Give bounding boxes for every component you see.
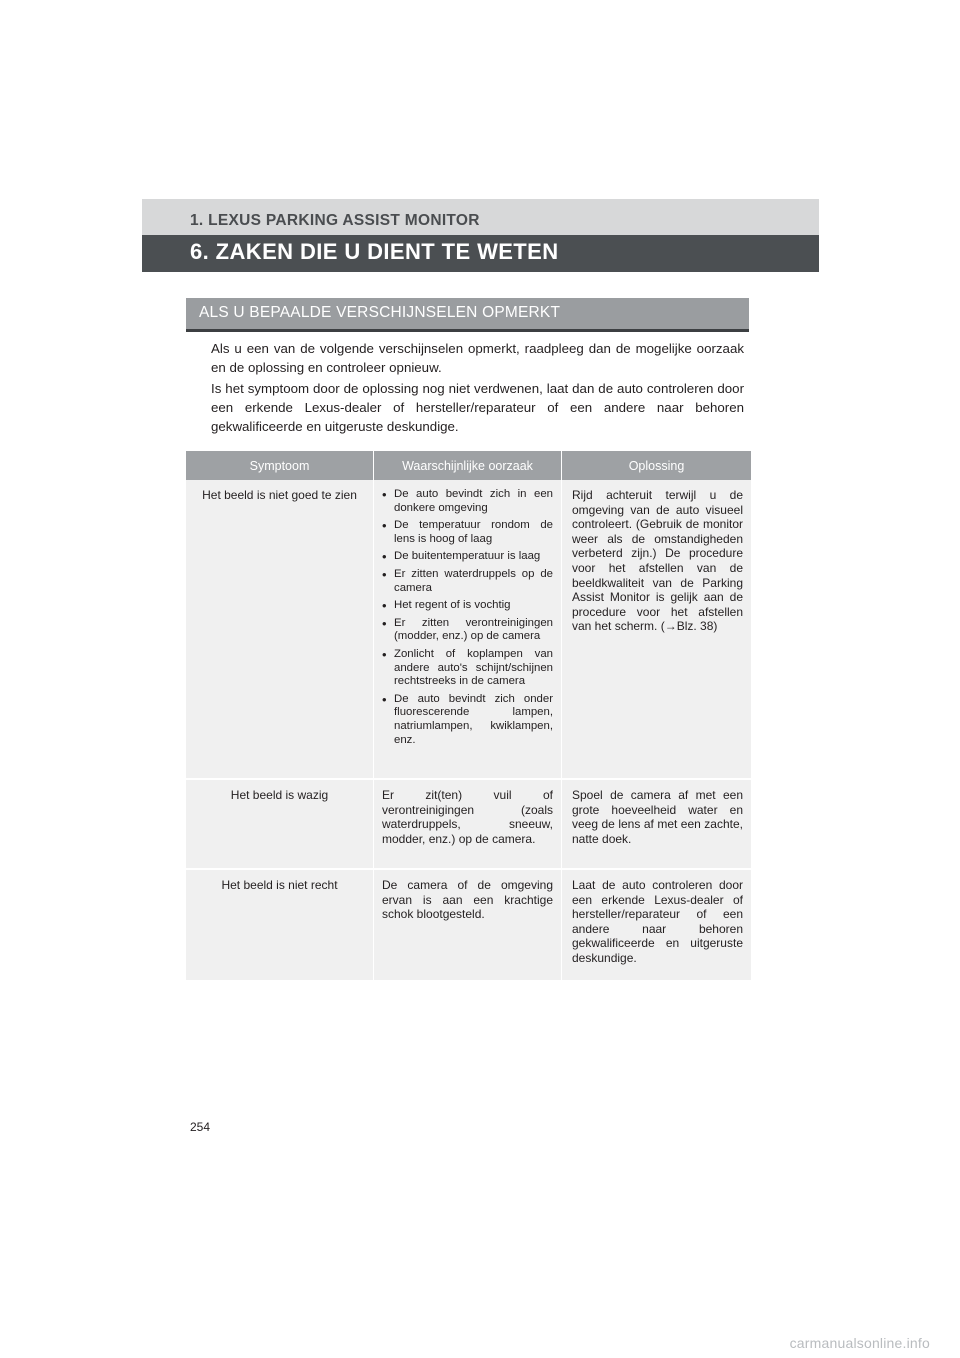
intro-paragraph-1: Als u een van de volgende verschijnselen opmerkt, raadpleeg dan de mogelijke oorzaak en de oplossing en controleer opnieuw. bbox=[211, 341, 744, 375]
column-header-cause: Waarschijnlijke oorzaak bbox=[374, 451, 562, 480]
symptom-cell: Het beeld is niet recht bbox=[186, 869, 374, 981]
symptom-cell: Het beeld is wazig bbox=[186, 779, 374, 869]
watermark: carmanualsonline.info bbox=[789, 1335, 930, 1351]
intro-paragraph-2: Is het symptoom door de oplossing nog niet verdwenen, laat dan de auto controleren door een erkende Lexus-dealer of hersteller/reparateur of een andere naar behoren gekwalificeerde en uitgeruste deskundige. bbox=[211, 381, 744, 434]
solution-cell: Laat de auto controleren door een erkende Lexus-dealer of hersteller/reparateur of een andere naar behoren gekwalificeerde en uitgeruste deskundige. bbox=[562, 869, 752, 981]
symptom-cell: Het beeld is niet goed te zien bbox=[186, 480, 374, 779]
list-item: • Er zitten waterdruppels op de camera bbox=[382, 568, 553, 595]
subsection-title: ALS U BEPAALDE VERSCHIJNSELEN OPMERKT bbox=[199, 304, 561, 321]
page-number: 254 bbox=[190, 1120, 211, 1134]
chapter-title: 6. ZAKEN DIE U DIENT TE WETEN bbox=[190, 239, 559, 264]
list-item: • De auto bevindt zich onder fluorescerende lampen, natriumlampen, kwiklampen, enz. bbox=[382, 693, 553, 747]
list-item: • De temperatuur rondom de lens is hoog of laag bbox=[382, 519, 553, 546]
table-header-row bbox=[186, 451, 751, 480]
cause-cell bbox=[374, 480, 562, 779]
cause-list bbox=[382, 488, 553, 747]
list-item: • De buitentemperatuur is laag bbox=[382, 550, 553, 564]
troubleshooting-table bbox=[186, 451, 751, 982]
list-item: • Het regent of is vochtig bbox=[382, 599, 553, 613]
list-item: • De auto bevindt zich in een donkere omgeving bbox=[382, 488, 553, 515]
list-item: • Er zitten verontreinigingen (modder, enz.) op de camera bbox=[382, 617, 553, 644]
table-row bbox=[186, 480, 751, 779]
cause-cell: Er zit(ten) vuil of verontreinigingen (zoals waterdruppels, sneeuw, modder, enz.) op de camera. bbox=[374, 779, 562, 869]
list-item: • Zonlicht of koplampen van andere auto's schijnt/schijnen rechtstreeks in de camera bbox=[382, 648, 553, 689]
cause-cell: De camera of de omgeving ervan is aan een krachtige schok blootgesteld. bbox=[374, 869, 562, 981]
solution-cell: Rijd achteruit terwijl u de omgeving van de auto visueel controleert. (Gebruik de monitor weer als de omstandigheden verbeterd zijn.) De procedure voor het afstellen van de beeldkwaliteit van de Parking Assist Monitor is gelijk aan de procedure voor het afstellen van het scherm. (→Blz. 38) bbox=[562, 480, 752, 779]
table-row bbox=[186, 869, 751, 981]
column-header-symptom: Symptoom bbox=[186, 451, 374, 480]
solution-cell: Spoel de camera af met een grote hoeveelheid water en veeg de lens af met een zachte, natte doek. bbox=[562, 779, 752, 869]
column-header-solution: Oplossing bbox=[562, 451, 752, 480]
section-title: 1. LEXUS PARKING ASSIST MONITOR bbox=[190, 212, 480, 229]
table-row bbox=[186, 779, 751, 869]
